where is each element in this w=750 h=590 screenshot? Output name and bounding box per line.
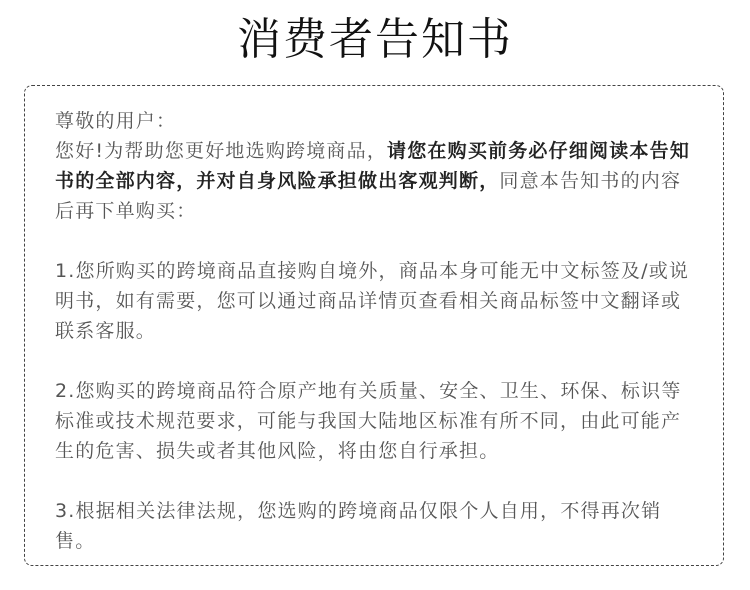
- paragraph-gap: [55, 346, 701, 376]
- notice-box: [24, 85, 724, 566]
- notice-content: [55, 106, 701, 556]
- notice-item-1: 1.您所购买的跨境商品直接购自境外，商品本身可能无中文标签及/或说明书，如有需要，您可以通过商品详情页查看相关商品标签中文翻译或联系客服。: [55, 260, 690, 342]
- page-title: 消费者告知书: [237, 14, 513, 65]
- intro-tail: 同意本告知书的内容后再下单购买：: [55, 170, 682, 222]
- notice-item-2: 2.您购买的跨境商品符合原产地有关质量、安全、卫生、环保、标识等标准或技术规范要求，可能与我国大陆地区标准有所不同，由此可能产生的危害、损失或者其他风险，将由您自行承担。: [55, 380, 682, 462]
- intro-lead: 您好!为帮助您更好地选购跨境商品，: [55, 140, 388, 162]
- paragraph-gap: [55, 226, 701, 256]
- notice-item-3: 3.根据相关法律法规，您选购的跨境商品仅限个人自用，不得再次销售。: [55, 500, 662, 552]
- paragraph-gap: [55, 466, 701, 496]
- intro-paragraph: [55, 136, 701, 226]
- greeting: 尊敬的用户：: [55, 110, 177, 132]
- intro-bold-warning: 请您在购买前务必仔细阅读本告知书的全部内容，并对自身风险承担做出客观判断，: [55, 140, 691, 192]
